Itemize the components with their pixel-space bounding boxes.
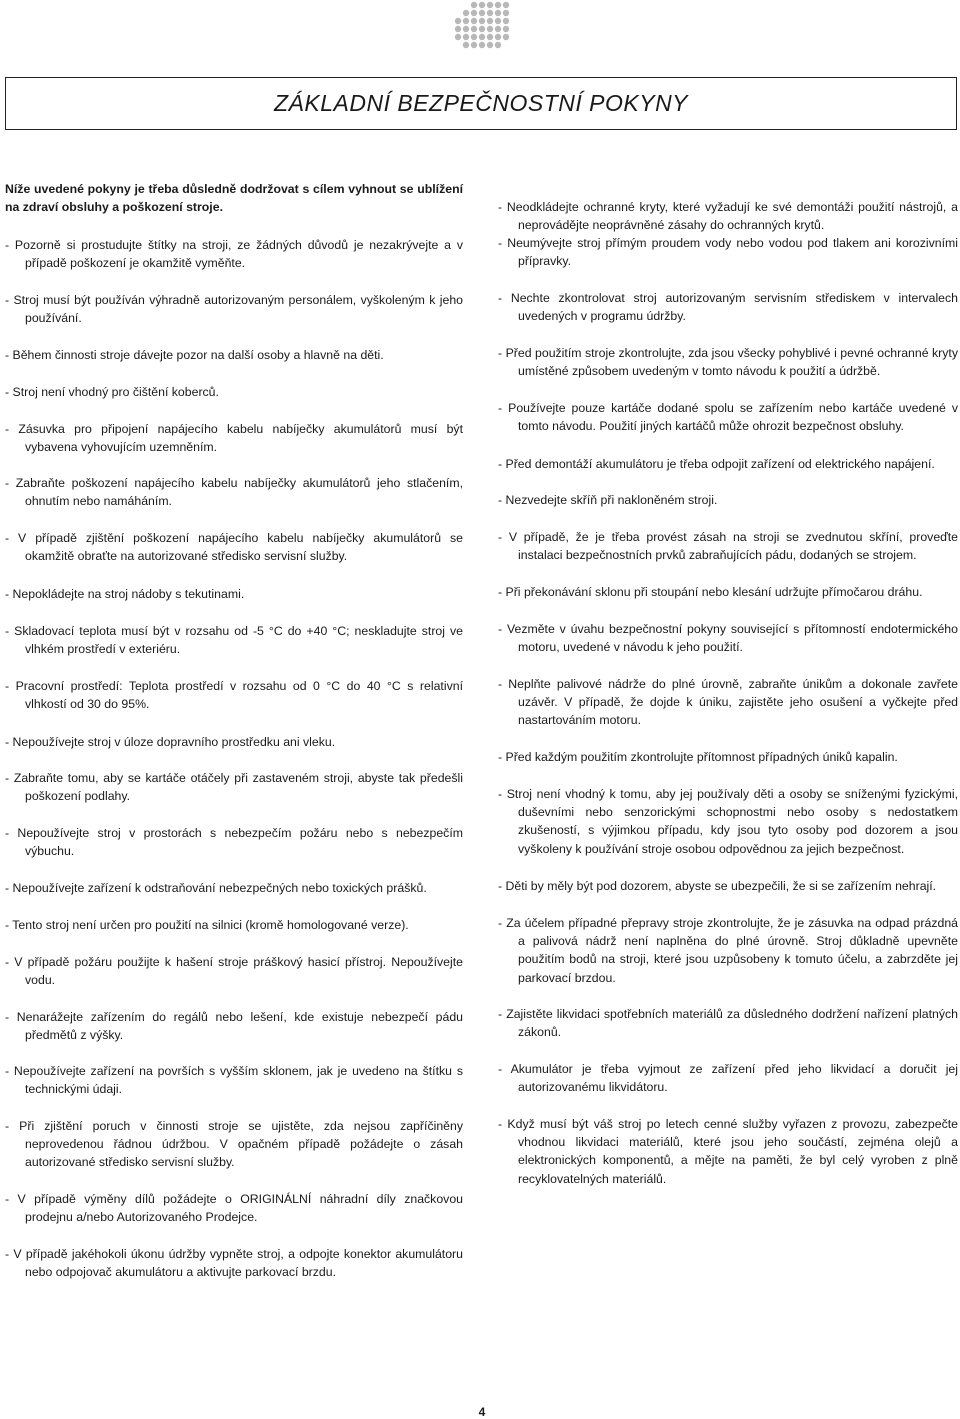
left-item-21: - V případě jakéhokoli úkonu údržby vypněte stroj, a odpojte konektor akumulátoru nebo odpojovač akumulátoru a aktivujte parkovací brzdu. [5, 1247, 463, 1280]
left-item-13: - Nepoužívejte stroj v prostorách s nebezpečím požáru nebo s nebezpečím výbuchu. [5, 826, 463, 859]
left-item-18: - Nepoužívejte zařízení na površích s vyšším sklonem, jak je uvedeno na štítku s technickými údaji. [5, 1064, 463, 1097]
right-item-1: - Neodkládejte ochranné kryty, které vyžadují ke své demontáži použití nástrojů, a neprovádějte neoprávněné zásahy do ochranných krytů. [498, 200, 958, 233]
left-item-12: - Zabraňte tomu, aby se kartáče otáčely při zastaveném stroji, abyste tak předešli poškození podlahy. [5, 771, 463, 804]
right-item-8: - V případě, že je třeba provést zásah na stroji se zvednutou skříní, proveďte instalaci bezpečnostních prvků zabraňujících pádu, dodaných se strojem. [498, 530, 958, 563]
left-item-5: - Zásuvka pro připojení napájecího kabelu nabíječky akumulátorů musí být vybavena vyhovujícím uzemněním. [5, 422, 463, 455]
left-item-17: - Nenarážejte zařízením do regálů nebo lešení, kde existuje nebezpečí pádu předmětů z výšky. [5, 1010, 463, 1043]
left-item-8: - Nepokládejte na stroj nádoby s tekutinami. [5, 587, 245, 601]
left-item-15: - Tento stroj není určen pro použití na silnici (kromě homologované verze). [5, 918, 409, 932]
brand-logo [452, 0, 516, 52]
left-item-4: - Stroj není vhodný pro čištění koberců. [5, 385, 219, 399]
right-item-10: - Vezměte v úvahu bezpečnostní pokyny související s přítomností endotermického motoru, uvedené v návodu k jeho použití. [498, 622, 958, 655]
right-item-2: - Neumývejte stroj přímým proudem vody nebo vodou pod tlakem ani korozivními přípravky. [498, 236, 958, 269]
left-item-16: - V případě požáru použijte k hašení stroje práškový hasicí přístroj. Nepoužívejte vodu. [5, 955, 463, 988]
page-number: 4 [478, 1405, 486, 1419]
right-item-11: - Neplňte palivové nádrže do plné úrovně, zabraňte únikům a dokonale zavřete uzávěr. V případě, že dojde k úniku, zajistěte jeho osušení a vyčkejte před nastartováním motoru. [498, 677, 958, 728]
left-item-20: - V případě výměny dílů požádejte o ORIGINÁLNÍ náhradní díly značkovou prodejnu a/nebo Autorizovaného Prodejce. [5, 1192, 463, 1225]
right-item-13: - Stroj není vhodný k tomu, aby jej používaly děti a osoby se sníženými fyzickými, duševními nebo senzorickými schopnostmi nebo osoby s nedostatkem zkušeností, s výjimkou případu, kdy jsou tyto osoby pod dozorem a jsou vyškoleny k používání stroje osobou odpovědnou za jejich bezpečnost. [498, 787, 958, 856]
right-item-4: - Před použitím stroje zkontrolujte, zda jsou všecky pohyblivé i pevné ochranné kryty umístěné způsobem uvedeným v tomto návodu k použití a údržbě. [498, 346, 958, 379]
left-item-2: - Stroj musí být používán výhradně autorizovaným personálem, vyškoleným k jeho používání. [5, 293, 463, 326]
left-item-9: - Skladovací teplota musí být v rozsahu od -5 °C do +40 °C; neskladujte stroj ve vlhkém prostředí v exteriéru. [5, 624, 463, 657]
right-item-3: - Nechte zkontrolovat stroj autorizovaným servisním střediskem v intervalech uvedených v programu údržby. [498, 291, 958, 324]
page-title: ZÁKLADNÍ BEZPEČNOSTNÍ POKYNY [273, 90, 689, 116]
right-item-5: - Používejte pouze kartáče dodané spolu se zařízením nebo kartáče uvedené v tomto návodu. Použití jiných kartáčů může ohrozit bezpečnost obsluhy. [498, 401, 958, 434]
intro-paragraph: Níže uvedené pokyny je třeba důsledně dodržovat s cílem vyhnout se ublížení na zdraví obsluhy a poškození stroje. [5, 182, 463, 215]
left-item-6: - Zabraňte poškození napájecího kabelu nabíječky akumulátorů jeho stlačením, ohnutím nebo namáháním. [5, 476, 463, 509]
title-box [5, 77, 957, 130]
right-item-14: - Děti by měly být pod dozorem, abyste se ubezpečili, že si se zařízením nehrají. [498, 879, 937, 893]
left-item-10: - Pracovní prostředí: Teplota prostředí v rozsahu od 0 °C do 40 °C s relativní vlhkostí od 30 do 95%. [5, 679, 463, 712]
right-item-7: - Nezvedejte skříň při nakloněném stroji. [498, 493, 718, 507]
right-item-6: - Před demontáží akumulátoru je třeba odpojit zařízení od elektrického napájení. [498, 457, 935, 471]
right-item-17: - Akumulátor je třeba vyjmout ze zařízení před jeho likvidací a doručit jej autorizovanému likvidátoru. [498, 1062, 958, 1095]
left-item-7: - V případě zjištění poškození napájecího kabelu nabíječky akumulátorů se okamžitě obraťte na autorizované středisko servisní služby. [5, 531, 463, 564]
left-item-19: - Při zjištění poruch v činnosti stroje se ujistěte, zda nejsou zapříčiněny neprovedenou řádnou údržbou. V opačném případě požádejte o zásah autorizované středisko servisní služby. [5, 1119, 463, 1170]
left-item-3: - Během činnosti stroje dávejte pozor na další osoby a hlavně na děti. [5, 348, 384, 362]
right-item-9: - Při překonávání sklonu při stoupání nebo klesání udržujte přímočarou dráhu. [498, 585, 923, 599]
right-item-12: - Před každým použitím zkontrolujte přítomnost případných úniků kapalin. [498, 750, 898, 764]
right-item-15: - Za účelem případné přepravy stroje zkontrolujte, že je zásuvka na odpad prázdná a palivová nádrž není naplněna do plné úrovně. Stroj důkladně upevněte použitím bodů na stroji, které jsou uzpůsobeny k tomuto účelu, a zabrzděte jej parkovací brzdou. [498, 916, 958, 985]
left-item-14: - Nepoužívejte zařízení k odstraňování nebezpečných nebo toxických prášků. [5, 881, 427, 895]
right-item-16: - Zajistěte likvidaci spotřebních materiálů za důsledného dodržení nařízení platných zákonů. [498, 1007, 958, 1040]
left-item-11: - Nepoužívejte stroj v úloze dopravního prostředku ani vleku. [5, 735, 336, 749]
left-item-1: - Pozorně si prostudujte štítky na stroji, ze žádných důvodů je nezakrývejte a v případě poškození je okamžitě vyměňte. [5, 238, 463, 271]
right-item-18: - Když musí být váš stroj po letech cenné služby vyřazen z provozu, zabezpečte vhodnou likvidaci materiálů, které jsou jeho součástí, zejména olejů a elektronických komponentů, a mějte na paměti, že byl celý vyroben z plně recyklovatelných materiálů. [498, 1117, 958, 1186]
